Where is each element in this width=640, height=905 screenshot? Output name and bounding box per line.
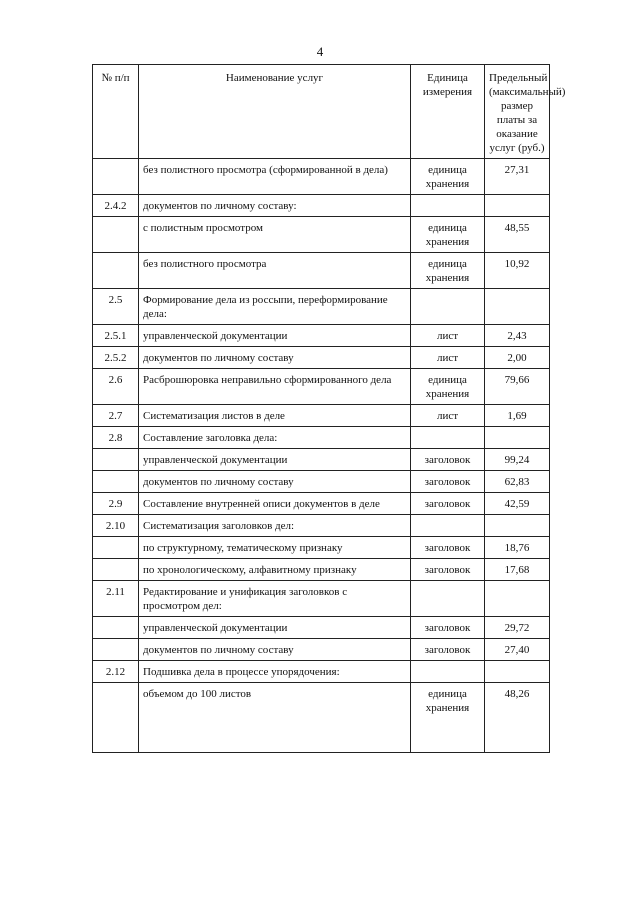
cell-num: 2.6 — [93, 369, 139, 405]
table-row — [93, 217, 550, 253]
cell-num: 2.10 — [93, 515, 139, 537]
table-row — [93, 289, 550, 325]
table-row — [93, 515, 550, 537]
cell-price: 48,55 — [485, 217, 550, 253]
cell-unit: единица хранения — [411, 683, 485, 753]
cell-unit: лист — [411, 405, 485, 427]
table-row — [93, 449, 550, 471]
cell-unit — [411, 581, 485, 617]
cell-num: 2.5 — [93, 289, 139, 325]
cell-unit: заголовок — [411, 617, 485, 639]
cell-unit — [411, 289, 485, 325]
table-row — [93, 537, 550, 559]
cell-price — [485, 581, 550, 617]
cell-unit: заголовок — [411, 449, 485, 471]
table-row — [93, 617, 550, 639]
cell-num — [93, 683, 139, 753]
cell-unit: лист — [411, 347, 485, 369]
table-row — [93, 195, 550, 217]
cell-unit: единица хранения — [411, 369, 485, 405]
cell-price: 27,31 — [485, 159, 550, 195]
cell-name: по хронологическому, алфавитному признаку — [139, 559, 411, 581]
cell-unit: заголовок — [411, 471, 485, 493]
cell-name: по структурному, тематическому признаку — [139, 537, 411, 559]
cell-num: 2.11 — [93, 581, 139, 617]
cell-num — [93, 253, 139, 289]
cell-unit: заголовок — [411, 559, 485, 581]
cell-price: 79,66 — [485, 369, 550, 405]
table-body — [93, 159, 550, 753]
cell-name: Составление внутренней описи документов в деле — [139, 493, 411, 515]
cell-num — [93, 617, 139, 639]
cell-name: Составление заголовка дела: — [139, 427, 411, 449]
cell-price — [485, 661, 550, 683]
cell-num: 2.5.2 — [93, 347, 139, 369]
cell-num — [93, 217, 139, 253]
cell-unit: единица хранения — [411, 253, 485, 289]
header-price: Предельный (максимальный) размер платы за оказание услуг (руб.) — [485, 65, 550, 159]
cell-num — [93, 471, 139, 493]
table-row — [93, 493, 550, 515]
cell-name: без полистного просмотра — [139, 253, 411, 289]
cell-num: 2.5.1 — [93, 325, 139, 347]
cell-price — [485, 289, 550, 325]
cell-name: документов по личному составу — [139, 471, 411, 493]
cell-name: Формирование дела из россыпи, переформирование дела: — [139, 289, 411, 325]
table-row — [93, 369, 550, 405]
cell-price: 99,24 — [485, 449, 550, 471]
cell-price: 29,72 — [485, 617, 550, 639]
cell-name: без полистного просмотра (сформированной в дела) — [139, 159, 411, 195]
cell-name: с полистным просмотром — [139, 217, 411, 253]
cell-price: 2,43 — [485, 325, 550, 347]
services-price-table — [92, 64, 566, 753]
cell-num: 2.8 — [93, 427, 139, 449]
table-row — [93, 471, 550, 493]
header-unit: Единица измерения — [411, 65, 485, 159]
table-row — [93, 325, 550, 347]
cell-unit: единица хранения — [411, 159, 485, 195]
cell-price: 2,00 — [485, 347, 550, 369]
cell-num: 2.12 — [93, 661, 139, 683]
table-row — [93, 639, 550, 661]
cell-name: Расброшюровка неправильно сформированного дела — [139, 369, 411, 405]
table-header-row — [93, 65, 550, 159]
cell-name: управленческой документации — [139, 617, 411, 639]
table-row — [93, 159, 550, 195]
cell-name: управленческой документации — [139, 325, 411, 347]
cell-price: 42,59 — [485, 493, 550, 515]
table-row — [93, 581, 550, 617]
cell-name: Систематизация листов в деле — [139, 405, 411, 427]
table-row — [93, 683, 550, 753]
cell-price: 17,68 — [485, 559, 550, 581]
cell-num — [93, 449, 139, 471]
cell-unit: лист — [411, 325, 485, 347]
cell-name: объемом до 100 листов — [139, 683, 411, 753]
cell-name: документов по личному составу — [139, 639, 411, 661]
cell-num: 2.4.2 — [93, 195, 139, 217]
table-row — [93, 559, 550, 581]
table-row — [93, 253, 550, 289]
cell-price — [485, 427, 550, 449]
cell-unit: заголовок — [411, 493, 485, 515]
table-row — [93, 427, 550, 449]
cell-name: управленческой документации — [139, 449, 411, 471]
cell-name: Подшивка дела в процессе упорядочения: — [139, 661, 411, 683]
cell-unit — [411, 427, 485, 449]
page-number: 4 — [316, 44, 324, 59]
cell-price — [485, 195, 550, 217]
cell-name: документов по личному составу: — [139, 195, 411, 217]
cell-price: 18,76 — [485, 537, 550, 559]
cell-unit — [411, 661, 485, 683]
cell-name: Систематизация заголовков дел: — [139, 515, 411, 537]
table-row — [93, 405, 550, 427]
cell-price — [485, 515, 550, 537]
cell-num — [93, 559, 139, 581]
header-name: Наименование услуг — [139, 65, 411, 159]
cell-unit — [411, 515, 485, 537]
cell-unit: заголовок — [411, 639, 485, 661]
cell-num — [93, 639, 139, 661]
cell-price: 62,83 — [485, 471, 550, 493]
header-num: № п/п — [93, 65, 139, 159]
cell-name: Редактирование и унификация заголовков с просмотром дел: — [139, 581, 411, 617]
cell-unit — [411, 195, 485, 217]
cell-price: 27,40 — [485, 639, 550, 661]
cell-num: 2.9 — [93, 493, 139, 515]
table-row — [93, 347, 550, 369]
cell-unit: заголовок — [411, 537, 485, 559]
cell-name: документов по личному составу — [139, 347, 411, 369]
cell-price: 10,92 — [485, 253, 550, 289]
cell-num — [93, 159, 139, 195]
cell-num: 2.7 — [93, 405, 139, 427]
cell-price: 1,69 — [485, 405, 550, 427]
cell-num — [93, 537, 139, 559]
table-row — [93, 661, 550, 683]
cell-price: 48,26 — [485, 683, 550, 753]
cell-unit: единица хранения — [411, 217, 485, 253]
